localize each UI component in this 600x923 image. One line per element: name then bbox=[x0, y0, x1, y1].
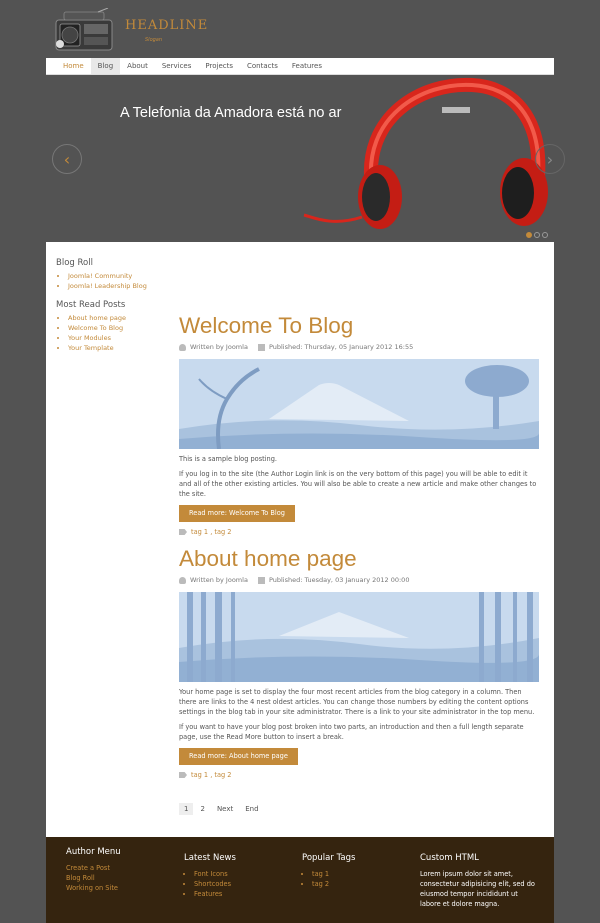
nav-item-blog[interactable]: Blog bbox=[91, 58, 120, 74]
tag-link[interactable]: tag 1 , tag 2 bbox=[191, 528, 232, 536]
pagination bbox=[179, 803, 541, 815]
slider-dots bbox=[526, 232, 548, 238]
blog-roll-module bbox=[56, 258, 166, 291]
article-meta bbox=[179, 576, 541, 584]
article-date: Published: Tuesday, 03 January 2012 00:00 bbox=[268, 576, 410, 584]
article-author: Written by Joomla bbox=[190, 343, 248, 351]
footer-custom-html bbox=[420, 853, 540, 909]
main-nav bbox=[46, 58, 554, 75]
sidebar-link[interactable]: About home page bbox=[68, 314, 127, 322]
slider-dot[interactable] bbox=[542, 232, 548, 238]
nav-item-home[interactable]: Home bbox=[63, 62, 84, 70]
sidebar bbox=[56, 258, 166, 362]
article-image bbox=[179, 359, 539, 449]
main-content bbox=[46, 242, 554, 837]
footer-author-menu bbox=[66, 847, 121, 893]
nav-item-projects[interactable]: Projects bbox=[205, 62, 233, 70]
slider-dot[interactable] bbox=[526, 232, 532, 238]
footer-link[interactable]: Working on Site bbox=[66, 884, 118, 892]
article-tags bbox=[179, 528, 541, 536]
user-icon bbox=[179, 577, 186, 584]
article-meta bbox=[179, 343, 541, 351]
nav-item-about[interactable]: About bbox=[127, 62, 148, 70]
nav-item-features[interactable]: Features bbox=[291, 62, 322, 70]
blog-articles bbox=[179, 312, 541, 815]
footer-link[interactable]: tag 2 bbox=[312, 880, 330, 888]
calendar-icon bbox=[258, 344, 265, 351]
sidebar-link[interactable]: Joomla! Leadership Blog bbox=[68, 282, 147, 290]
slider-dot[interactable] bbox=[534, 232, 540, 238]
read-more-button[interactable]: Read more: Welcome To Blog bbox=[179, 505, 295, 522]
site-name[interactable]: HEADLINE bbox=[125, 18, 209, 33]
footer-title: Latest News bbox=[184, 853, 236, 863]
site-slogan: Slogan bbox=[145, 37, 163, 43]
page-link[interactable]: 2 bbox=[200, 805, 205, 813]
footer-latest-news bbox=[184, 853, 236, 899]
article bbox=[179, 545, 541, 779]
article-date: Published: Thursday, 05 January 2012 16:55 bbox=[268, 343, 414, 351]
tag-icon bbox=[179, 772, 187, 778]
page-link[interactable]: 1 bbox=[179, 803, 193, 815]
article-paragraph: Your home page is set to display the four most recent articles from the blog category in a column. Then there are links to the 4 nest oldest articles. You can change those numbers by editing the content options settings in the blog tab in your site administrator. There is a link to your site administrator in the top menu. bbox=[179, 688, 535, 716]
sidebar-link[interactable]: Welcome To Blog bbox=[68, 324, 124, 332]
sidebar-link[interactable]: Your Template bbox=[68, 344, 114, 352]
footer-popular-tags bbox=[302, 853, 355, 889]
article-tags bbox=[179, 771, 541, 779]
article-paragraph: If you want to have your blog post broken into two parts, an introduction and then a full length separate page, use the Read More button to insert a break. bbox=[179, 723, 524, 741]
calendar-icon bbox=[258, 577, 265, 584]
site-footer bbox=[46, 837, 554, 923]
sidebar-link[interactable]: Joomla! Community bbox=[68, 272, 133, 280]
site-header bbox=[46, 0, 554, 58]
next-page-link[interactable]: Next bbox=[216, 805, 234, 813]
footer-link[interactable]: Blog Roll bbox=[66, 874, 95, 882]
chevron-left-icon: ‹ bbox=[63, 149, 71, 169]
footer-link[interactable]: Features bbox=[194, 890, 223, 898]
article-image bbox=[179, 592, 539, 682]
sidebar-link[interactable]: Your Modules bbox=[68, 334, 111, 342]
nav-item-services[interactable]: Services bbox=[161, 62, 192, 70]
module-title: Most Read Posts bbox=[56, 300, 126, 310]
end-page-link[interactable]: End bbox=[245, 805, 259, 813]
article-author: Written by Joomla bbox=[190, 576, 248, 584]
module-title: Blog Roll bbox=[56, 258, 93, 268]
user-icon bbox=[179, 344, 186, 351]
tag-link[interactable]: tag 1 , tag 2 bbox=[191, 771, 232, 779]
headphones-image bbox=[302, 77, 554, 242]
footer-link[interactable]: Shortcodes bbox=[194, 880, 232, 888]
footer-link[interactable]: Font Icons bbox=[194, 870, 228, 878]
most-read-module bbox=[56, 300, 166, 353]
nav-item-contacts[interactable]: Contacts bbox=[247, 62, 278, 70]
article-title[interactable]: About home page bbox=[179, 546, 357, 571]
footer-custom-text: Lorem ipsum dolor sit amet, consectetur adipisicing elit, sed do eiusmod tempor incididunt ut labore et dolore magna. bbox=[420, 870, 535, 908]
slider-prev-button[interactable] bbox=[52, 144, 82, 174]
article-paragraph: If you log in to the site (the Author Login link is on the very bottom of this page) you will be able to edit it and all of the other existing articles. You will also be able to create a new article and make other changes to the site. bbox=[179, 470, 537, 498]
slide-title: A Telefonia da Amadora está no ar bbox=[120, 105, 342, 121]
footer-title: Author Menu bbox=[66, 847, 121, 857]
slider-next-button[interactable] bbox=[535, 144, 565, 174]
read-more-button[interactable]: Read more: About home page bbox=[179, 748, 298, 765]
footer-link[interactable]: tag 1 bbox=[312, 870, 330, 878]
footer-title: Custom HTML bbox=[420, 853, 479, 863]
footer-link[interactable]: Create a Post bbox=[66, 864, 110, 872]
chevron-right-icon: › bbox=[546, 149, 554, 169]
radio-logo-icon bbox=[54, 8, 116, 52]
tag-icon bbox=[179, 529, 187, 535]
footer-title: Popular Tags bbox=[302, 853, 356, 863]
article-title[interactable]: Welcome To Blog bbox=[179, 313, 354, 338]
article bbox=[179, 312, 541, 536]
hero-slider bbox=[46, 75, 554, 242]
article-paragraph: This is a sample blog posting. bbox=[179, 455, 278, 463]
